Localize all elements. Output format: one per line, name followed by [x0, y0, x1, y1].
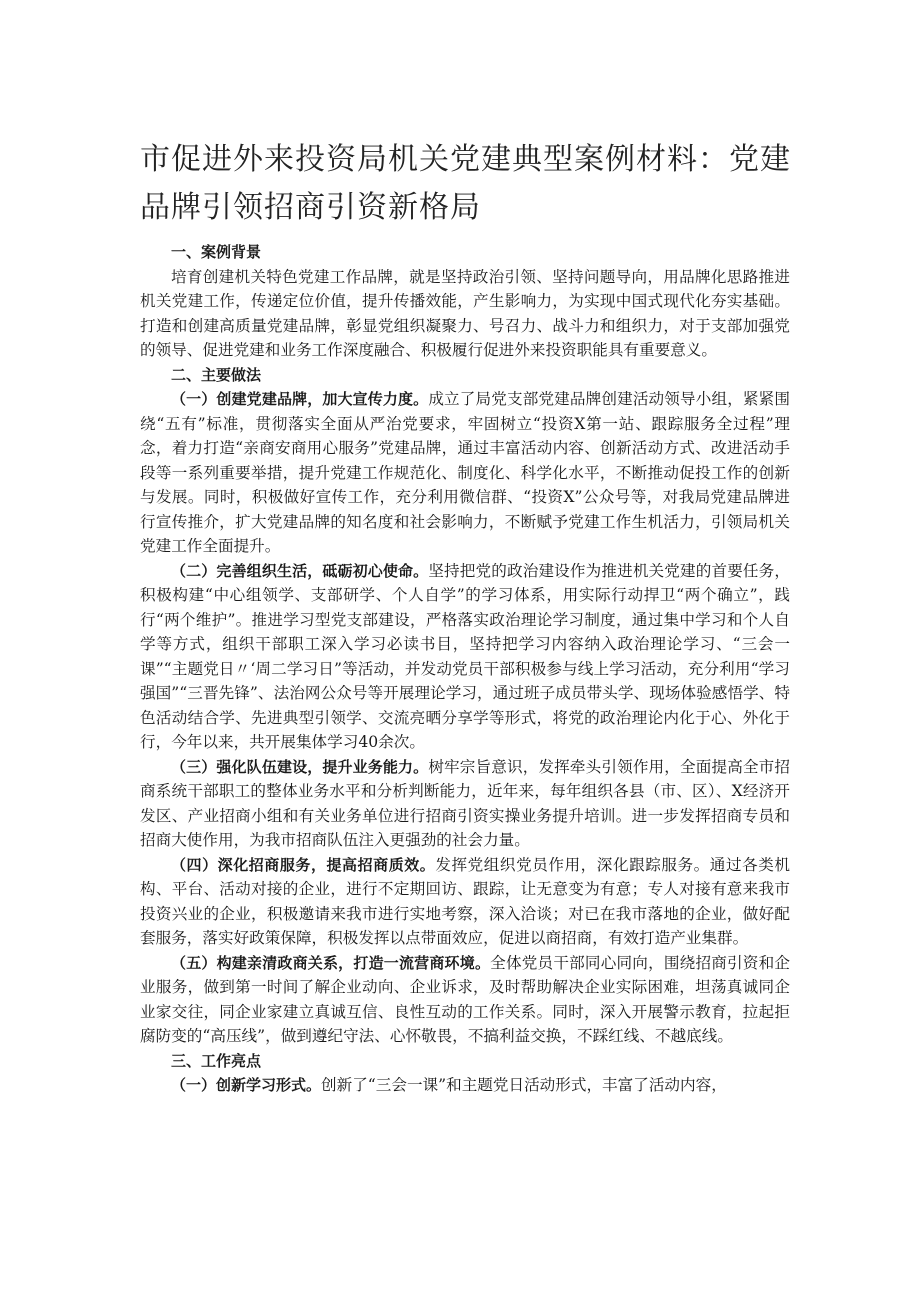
paragraph-text: 创新了“三会一课”和主题党日活动形式，丰富了活动内容，: [321, 1076, 727, 1094]
paragraph-text: 培育创建机关特色党建工作品牌，就是坚持政治引领、坚持问题导向，用品牌化思路推进机关党建工作，传递定位价值，提升传播效能，产生影响力，为实现中国式现代化夯实基础。打造和创建高质量党建品牌，彰显党组织凝聚力、号召力、战斗力和组织力，对于支部加强党的领导、促进党建和业务工作深度融合、积极履行促进外来投资职能具有重要意义。: [140, 267, 790, 359]
paragraph-lead: （一）创建党建品牌，加大宣传力度。: [171, 390, 429, 408]
paragraph-text: 坚持把党的政治建设作为推进机关党建的首要任务，积极构建“中心组领学、支部研学、个人自学”的学习体系，用实际行动捍卫“两个确立”，践行“两个维护”。推进学习型党支部建设，严格落实政治理论学习制度，通过集中学习和个人自学等方式，组织干部职工深入学习必读书目，坚持把学习内容纳入政治理论学习、“三会一课”“主题党日〃‘周二学习日”等活动，并发动党员干部积极参与线上学习活动，充分利用“学习强国”“三晋先锋”、法治网公众号等开展理论学习，通过班子成员带头学、现场体验感悟学、特色活动结合学、先进典型引领学、交流亮晒分享学等形式，将党的政治理论内化于心、外化于行，今年以来，共开展集体学习40余次。: [140, 561, 790, 751]
paragraph: [140, 387, 790, 559]
paragraph-text: 树牢宗旨意识，发挥牵头引领作用，全面提高全市招商系统干部职工的整体业务水平和分析判断能力，近年来，每年组织各县（市、区）、X经济开发区、产业招商小组和有关业务单位进行招商引资实操业务提升培训。进一步发挥招商专员和招商大使作用，为我市招商队伍注入更强劲的社会力量。: [140, 757, 790, 849]
section-heading: 三、工作亮点: [171, 1051, 262, 1070]
paragraph: [140, 559, 790, 755]
paragraph: [140, 951, 790, 1049]
paragraph-lead: （二）完善组织生活，砥砺初心使命。: [171, 561, 429, 580]
paragraph: [140, 265, 790, 363]
paragraph-text: 全体党员干部同心同向，围绕招商引资和企业服务，做到第一时间了解企业动向、企业诉求，及时帮助解决企业实际困难，坦荡真诚同企业家交往，同企业家建立真诚互信、良性互动的工作关系。同时，深入开展警示教育，拉起拒腐防变的“高压线”，做到遵纪守法、心怀敬畏，不搞利益交换，不踩红线、不越底线。: [140, 953, 790, 1045]
section-heading: 一、案例背景: [171, 243, 262, 261]
paragraph: [140, 755, 790, 853]
section-heading: 二、主要做法: [171, 365, 262, 384]
paragraph-lead: （四）深化招商服务，提高招商质效。: [171, 855, 436, 874]
paragraph-lead: （一）创新学习形式。: [171, 1076, 322, 1094]
paragraph-lead: （三）强化队伍建设，提升业务能力。: [171, 757, 429, 776]
document-body: [140, 240, 790, 1098]
paragraph-text: 成立了局党支部党建品牌创建活动领导小组，紧紧围绕“五有”标准，贯彻落实全面从严治党要求，牢固树立“投资X第一站、跟踪服务全过程”理念，着力打造“亲商安商用心服务”党建品牌，通过丰富活动内容、创新活动方式、改进活动手段等一系列重要举措，提升党建工作规范化、制度化、科学化水平，不断推动促投工作的创新与发展。同时，积极做好宣传工作，充分利用微信群、“投资X”公众号等，对我局党建品牌进行宣传推介，扩大党建品牌的知名度和社会影响力，不断赋予党建工作生机活力，引领局机关党建工作全面提升。: [140, 390, 790, 555]
paragraph-text: 发挥党组织党员作用，深化跟踪服务。通过各类机构、平台、活动对接的企业，进行不定期回访、跟踪，让无意变为有意；专人对接有意来我市投资兴业的企业，积极邀请来我市进行实地考察，深入洽谈；对已在我市落地的企业，做好配套服务，落实好政策保障，积极发挥以点带面效应，促进以商招商，有效打造产业集群。: [140, 855, 790, 947]
paragraph: [140, 853, 790, 951]
paragraph-lead: （五）构建亲清政商关系，打造一流营商环境。: [171, 953, 491, 972]
document-title: 市促进外来投资局机关党建典型案例材料：党建品牌引领招商引资新格局: [140, 142, 791, 225]
paragraph: [140, 1073, 790, 1098]
